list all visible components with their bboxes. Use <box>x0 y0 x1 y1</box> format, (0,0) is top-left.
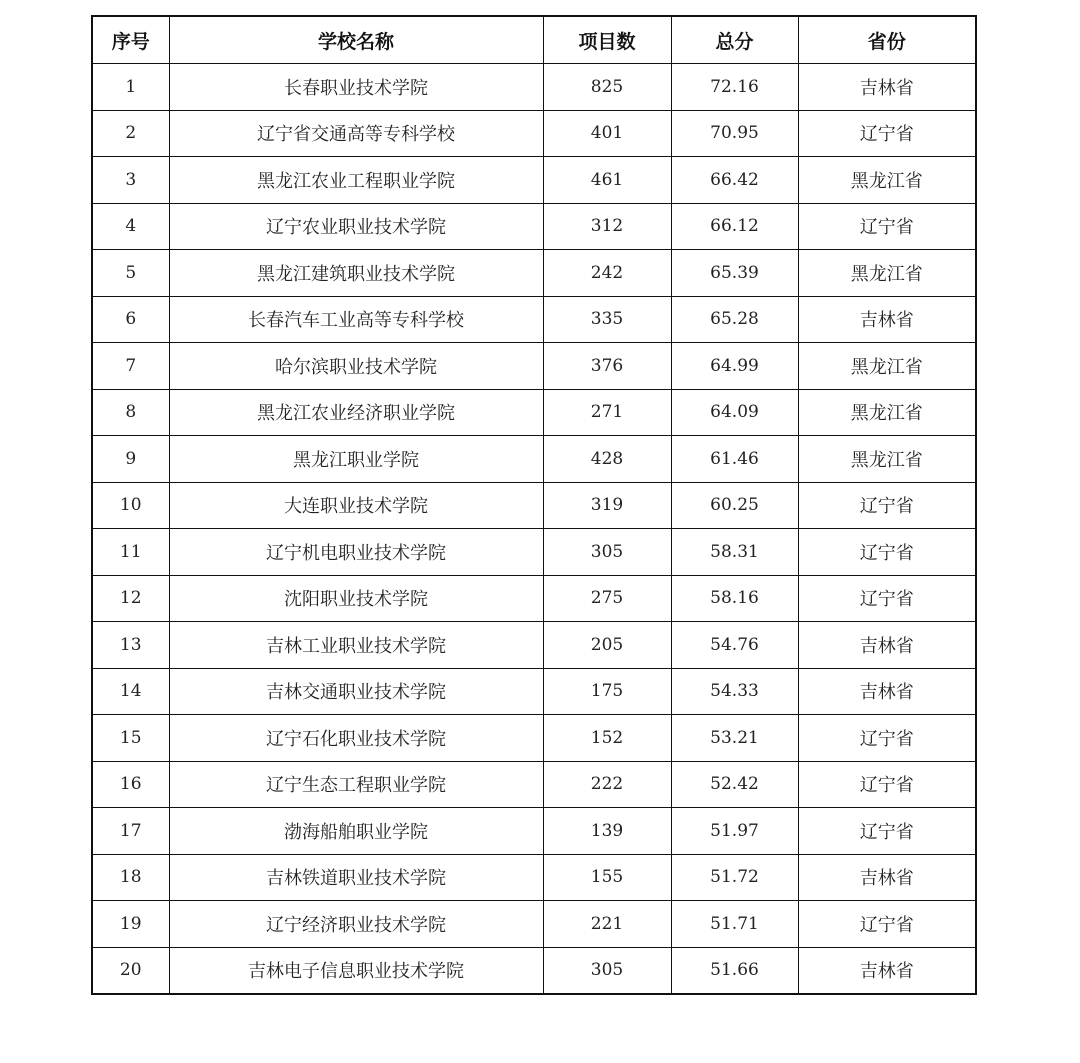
cell-project-count: 139 <box>543 808 671 855</box>
table-row <box>92 622 976 669</box>
cell-project-count: 401 <box>543 110 671 157</box>
cell-school-name: 黑龙江职业学院 <box>169 436 543 483</box>
cell-rank: 11 <box>92 529 169 576</box>
cell-project-count: 825 <box>543 64 671 111</box>
cell-rank: 20 <box>92 947 169 994</box>
table-row <box>92 203 976 250</box>
cell-rank: 14 <box>92 668 169 715</box>
cell-school-name: 辽宁石化职业技术学院 <box>169 715 543 762</box>
cell-school-name: 辽宁省交通高等专科学校 <box>169 110 543 157</box>
cell-rank: 2 <box>92 110 169 157</box>
cell-province: 辽宁省 <box>798 203 976 250</box>
cell-school-name: 吉林工业职业技术学院 <box>169 622 543 669</box>
cell-school-name: 长春汽车工业高等专科学校 <box>169 296 543 343</box>
cell-school-name: 辽宁农业职业技术学院 <box>169 203 543 250</box>
cell-rank: 8 <box>92 389 169 436</box>
table-row <box>92 250 976 297</box>
cell-project-count: 242 <box>543 250 671 297</box>
table-row <box>92 482 976 529</box>
cell-province: 黑龙江省 <box>798 250 976 297</box>
header-project-count: 项目数 <box>543 16 671 64</box>
cell-province: 辽宁省 <box>798 901 976 948</box>
cell-province: 吉林省 <box>798 947 976 994</box>
cell-school-name: 辽宁经济职业技术学院 <box>169 901 543 948</box>
cell-total-score: 53.21 <box>671 715 798 762</box>
table-row <box>92 761 976 808</box>
cell-school-name: 大连职业技术学院 <box>169 482 543 529</box>
cell-total-score: 51.72 <box>671 854 798 901</box>
cell-project-count: 376 <box>543 343 671 390</box>
cell-province: 辽宁省 <box>798 575 976 622</box>
table-row <box>92 436 976 483</box>
table-row <box>92 389 976 436</box>
cell-project-count: 335 <box>543 296 671 343</box>
cell-school-name: 长春职业技术学院 <box>169 64 543 111</box>
cell-rank: 15 <box>92 715 169 762</box>
cell-total-score: 51.97 <box>671 808 798 855</box>
cell-school-name: 黑龙江农业经济职业学院 <box>169 389 543 436</box>
header-rank: 序号 <box>92 16 169 64</box>
table-row <box>92 808 976 855</box>
cell-total-score: 52.42 <box>671 761 798 808</box>
cell-school-name: 黑龙江农业工程职业学院 <box>169 157 543 204</box>
table-row <box>92 947 976 994</box>
cell-total-score: 66.12 <box>671 203 798 250</box>
ranking-sheet <box>91 15 975 995</box>
table-row <box>92 64 976 111</box>
cell-project-count: 275 <box>543 575 671 622</box>
cell-province: 黑龙江省 <box>798 389 976 436</box>
table-row <box>92 668 976 715</box>
cell-school-name: 吉林铁道职业技术学院 <box>169 854 543 901</box>
cell-total-score: 58.16 <box>671 575 798 622</box>
cell-province: 辽宁省 <box>798 808 976 855</box>
cell-total-score: 65.39 <box>671 250 798 297</box>
table-row <box>92 575 976 622</box>
cell-total-score: 66.42 <box>671 157 798 204</box>
cell-rank: 16 <box>92 761 169 808</box>
cell-project-count: 221 <box>543 901 671 948</box>
cell-province: 辽宁省 <box>798 110 976 157</box>
table-row <box>92 901 976 948</box>
cell-project-count: 175 <box>543 668 671 715</box>
cell-school-name: 吉林电子信息职业技术学院 <box>169 947 543 994</box>
cell-total-score: 64.09 <box>671 389 798 436</box>
cell-province: 黑龙江省 <box>798 436 976 483</box>
cell-school-name: 黑龙江建筑职业技术学院 <box>169 250 543 297</box>
cell-rank: 17 <box>92 808 169 855</box>
cell-rank: 5 <box>92 250 169 297</box>
cell-total-score: 72.16 <box>671 64 798 111</box>
table-row <box>92 854 976 901</box>
cell-rank: 12 <box>92 575 169 622</box>
cell-province: 吉林省 <box>798 622 976 669</box>
cell-school-name: 渤海船舶职业学院 <box>169 808 543 855</box>
cell-project-count: 305 <box>543 947 671 994</box>
cell-rank: 13 <box>92 622 169 669</box>
table-row <box>92 343 976 390</box>
cell-total-score: 64.99 <box>671 343 798 390</box>
cell-project-count: 319 <box>543 482 671 529</box>
cell-total-score: 51.66 <box>671 947 798 994</box>
table-body <box>92 64 976 995</box>
cell-total-score: 54.33 <box>671 668 798 715</box>
table-row <box>92 529 976 576</box>
header-province: 省份 <box>798 16 976 64</box>
cell-school-name: 辽宁机电职业技术学院 <box>169 529 543 576</box>
cell-school-name: 沈阳职业技术学院 <box>169 575 543 622</box>
cell-school-name: 哈尔滨职业技术学院 <box>169 343 543 390</box>
cell-project-count: 155 <box>543 854 671 901</box>
cell-rank: 1 <box>92 64 169 111</box>
cell-project-count: 271 <box>543 389 671 436</box>
cell-province: 辽宁省 <box>798 482 976 529</box>
cell-school-name: 辽宁生态工程职业学院 <box>169 761 543 808</box>
cell-rank: 18 <box>92 854 169 901</box>
cell-rank: 6 <box>92 296 169 343</box>
cell-rank: 10 <box>92 482 169 529</box>
cell-school-name: 吉林交通职业技术学院 <box>169 668 543 715</box>
cell-total-score: 60.25 <box>671 482 798 529</box>
cell-project-count: 222 <box>543 761 671 808</box>
table-row <box>92 296 976 343</box>
cell-total-score: 54.76 <box>671 622 798 669</box>
header-school-name: 学校名称 <box>169 16 543 64</box>
cell-project-count: 305 <box>543 529 671 576</box>
cell-province: 吉林省 <box>798 296 976 343</box>
cell-project-count: 312 <box>543 203 671 250</box>
cell-total-score: 58.31 <box>671 529 798 576</box>
cell-total-score: 70.95 <box>671 110 798 157</box>
cell-project-count: 205 <box>543 622 671 669</box>
cell-province: 辽宁省 <box>798 761 976 808</box>
cell-rank: 4 <box>92 203 169 250</box>
cell-total-score: 65.28 <box>671 296 798 343</box>
cell-rank: 7 <box>92 343 169 390</box>
header-total-score: 总分 <box>671 16 798 64</box>
cell-rank: 19 <box>92 901 169 948</box>
cell-province: 辽宁省 <box>798 529 976 576</box>
header-row <box>92 16 976 64</box>
table-row <box>92 157 976 204</box>
cell-province: 吉林省 <box>798 668 976 715</box>
cell-total-score: 61.46 <box>671 436 798 483</box>
cell-province: 黑龙江省 <box>798 343 976 390</box>
cell-project-count: 152 <box>543 715 671 762</box>
cell-project-count: 428 <box>543 436 671 483</box>
school-ranking-table <box>91 15 977 995</box>
cell-rank: 3 <box>92 157 169 204</box>
cell-province: 吉林省 <box>798 854 976 901</box>
table-row <box>92 715 976 762</box>
cell-total-score: 51.71 <box>671 901 798 948</box>
cell-province: 黑龙江省 <box>798 157 976 204</box>
cell-rank: 9 <box>92 436 169 483</box>
cell-province: 吉林省 <box>798 64 976 111</box>
cell-project-count: 461 <box>543 157 671 204</box>
cell-province: 辽宁省 <box>798 715 976 762</box>
table-row <box>92 110 976 157</box>
